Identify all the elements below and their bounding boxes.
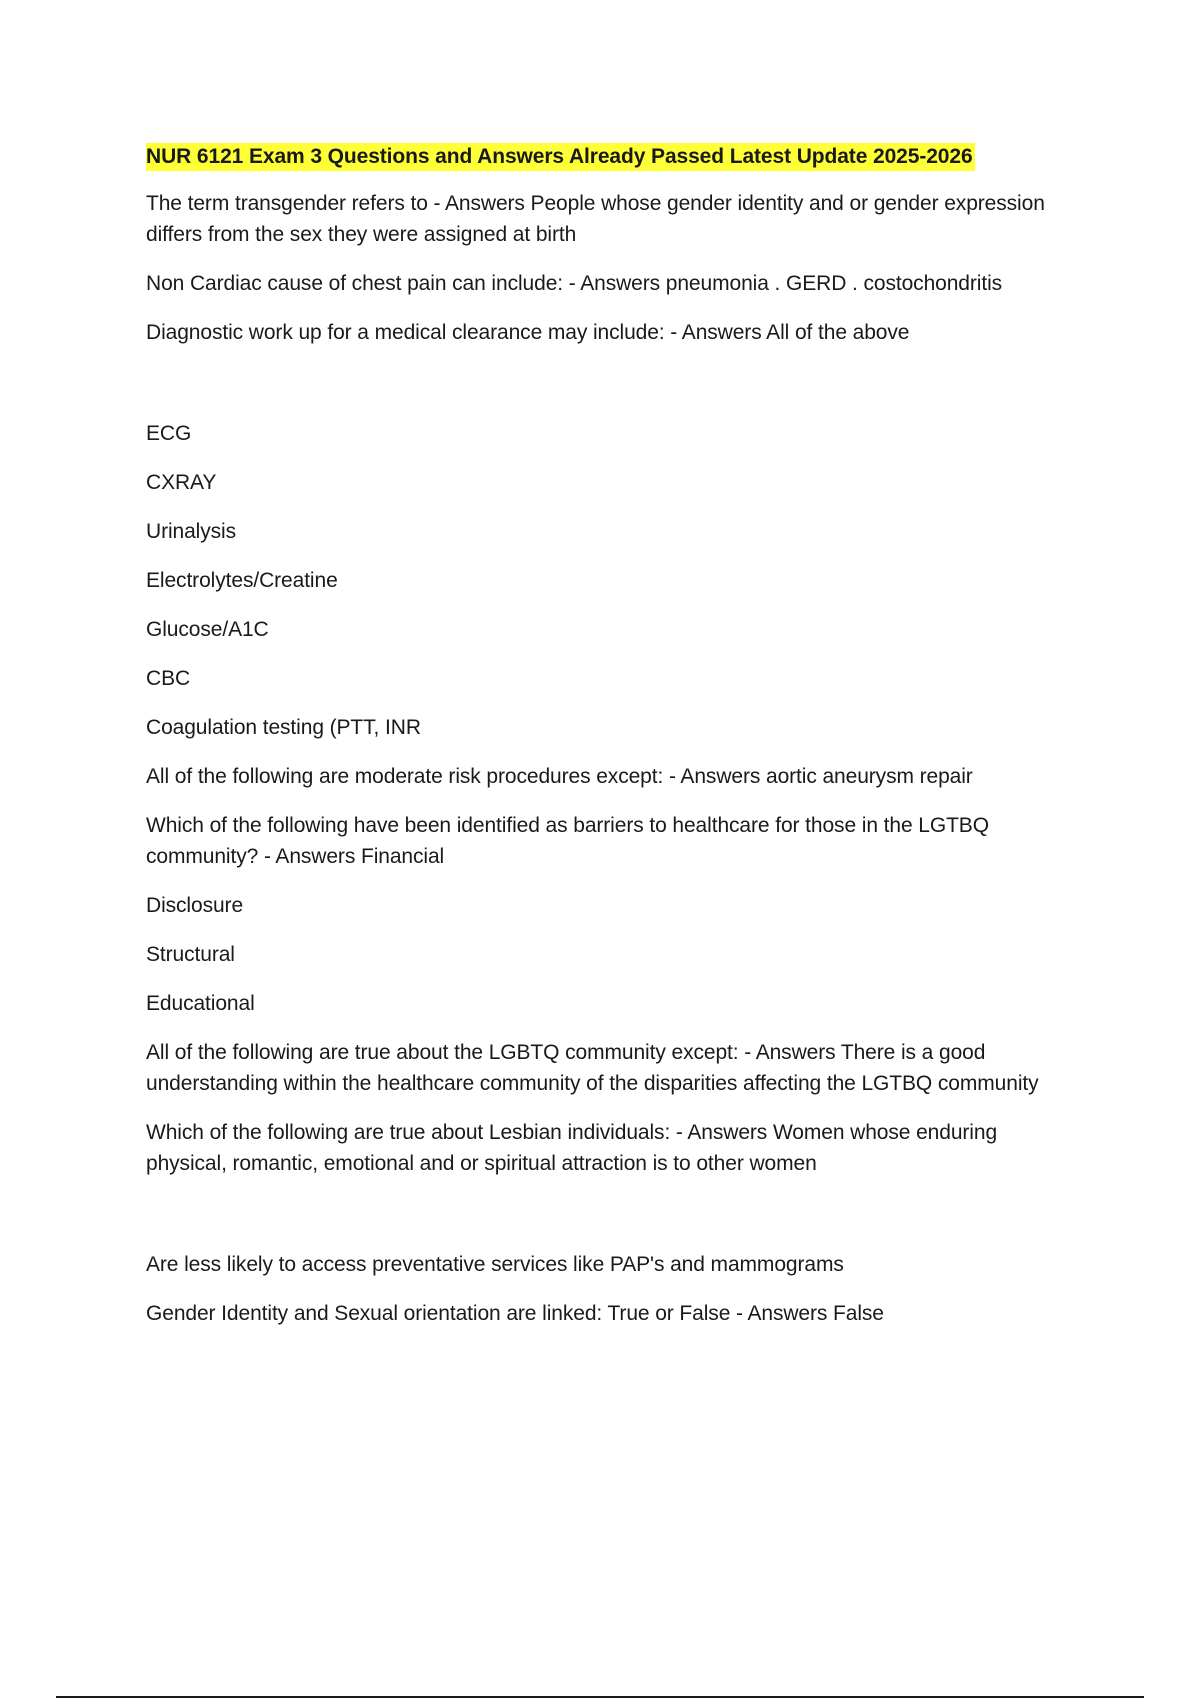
answer-item-ecg: ECG	[146, 422, 192, 445]
answer-item-glucose: Glucose/A1C	[146, 618, 269, 641]
answer-item-urinalysis: Urinalysis	[146, 520, 237, 543]
qa-noncardiac-chest-pain: Non Cardiac cause of chest pain can include: - Answers pneumonia . GERD . costochondritis	[146, 272, 1003, 295]
paragraph-gap	[146, 366, 1076, 418]
answer-item-structural: Structural	[146, 943, 235, 966]
qa-gender-identity-orientation: Gender Identity and Sexual orientation are linked: True or False - Answers False	[146, 1302, 884, 1325]
qa-medical-clearance-workup: Diagnostic work up for a medical clearance may include: - Answers All of the above	[146, 321, 910, 344]
footer-divider	[56, 1696, 1144, 1698]
answer-item-cxray: CXRAY	[146, 471, 217, 494]
document-title	[146, 140, 1076, 174]
qa-transgender-definition: The term transgender refers to - Answers People whose gender identity and or gender expression differs from the sex they were assigned at birth	[146, 192, 1045, 246]
document-body	[146, 140, 1076, 1347]
answer-item-coagulation: Coagulation testing (PTT, INR	[146, 716, 421, 739]
answer-item-cbc: CBC	[146, 667, 191, 690]
qa-healthcare-barriers: Which of the following have been identified as barriers to healthcare for those in the LGTBQ community? - Answers Financial	[146, 814, 989, 868]
qa-moderate-risk-procedures: All of the following are moderate risk procedures except: - Answers aortic aneurysm repair	[146, 765, 973, 788]
paragraph-gap	[146, 1197, 1076, 1249]
answer-item-electrolytes: Electrolytes/Creatine	[146, 569, 338, 592]
answer-item-educational: Educational	[146, 992, 255, 1015]
answer-item-disclosure: Disclosure	[146, 894, 244, 917]
highlighted-title-text: NUR 6121 Exam 3 Questions and Answers Already Passed Latest Update 2025-2026	[146, 143, 975, 171]
answer-item-preventative-services: Are less likely to access preventative services like PAP's and mammograms	[146, 1253, 844, 1276]
qa-lesbian-individuals: Which of the following are true about Lesbian individuals: - Answers Women whose enduring physical, romantic, emotional and or spiritual attraction is to other women	[146, 1121, 998, 1175]
qa-lgbtq-community-except: All of the following are true about the LGBTQ community except: - Answers There is a good understanding within the healthcare community of the disparities affecting the LGTBQ community	[146, 1041, 1039, 1095]
